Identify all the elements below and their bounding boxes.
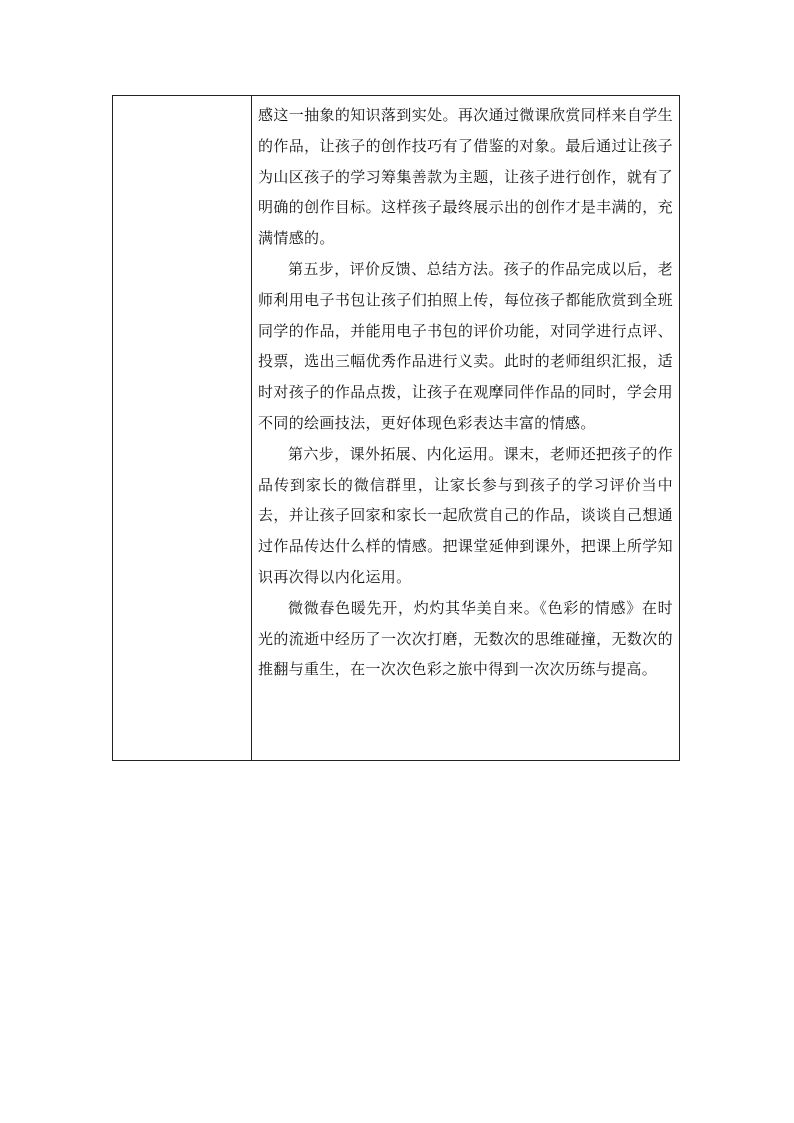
paragraph-step-six: 第六步，课外拓展、内化运用。课末，老师还把孩子的作品传到家长的微信群里，让家长参与到孩子的学习评价当中去，并让孩子回家和家长一起欣赏自己的作品，谈谈自己想通过作品传达什么样的情感。把课堂延伸到课外，把课上所学知识再次得以内化运用。 — [258, 444, 673, 586]
table-left-cell — [113, 96, 252, 760]
paragraph-conclusion: 微微春色暖先开，灼灼其华美自来。《色彩的情感》在时光的流逝中经历了一次次打磨，无数次的思维碰撞，无数次的推翻与重生，在一次次色彩之旅中得到一次次历练与提高。 — [258, 598, 673, 679]
paragraph-continuation: 感这一抽象的知识落到实处。再次通过微课欣赏同样来自学生的作品，让孩子的创作技巧有了借鉴的对象。最后通过让孩子为山区孩子的学习筹集善款为主题，让孩子进行创作，就有了明确的创作目标。这样孩子最终展示出的创作才是丰满的，充满情感的。 — [258, 106, 673, 248]
paragraph-step-five: 第五步，评价反馈、总结方法。孩子的作品完成以后，老师利用电子书包让孩子们拍照上传，每位孩子都能欣赏到全班同学的作品，并能用电子书包的评价功能，对同学进行点评、投票，选出三幅优秀作品进行义卖。此时的老师组织汇报，适时对孩子的作品点拨，让孩子在观摩同伴作品的同时，学会用不同的绘画技法，更好体现色彩表达丰富的情感。 — [258, 259, 673, 432]
table-right-cell — [252, 96, 679, 760]
content-table — [112, 95, 680, 761]
